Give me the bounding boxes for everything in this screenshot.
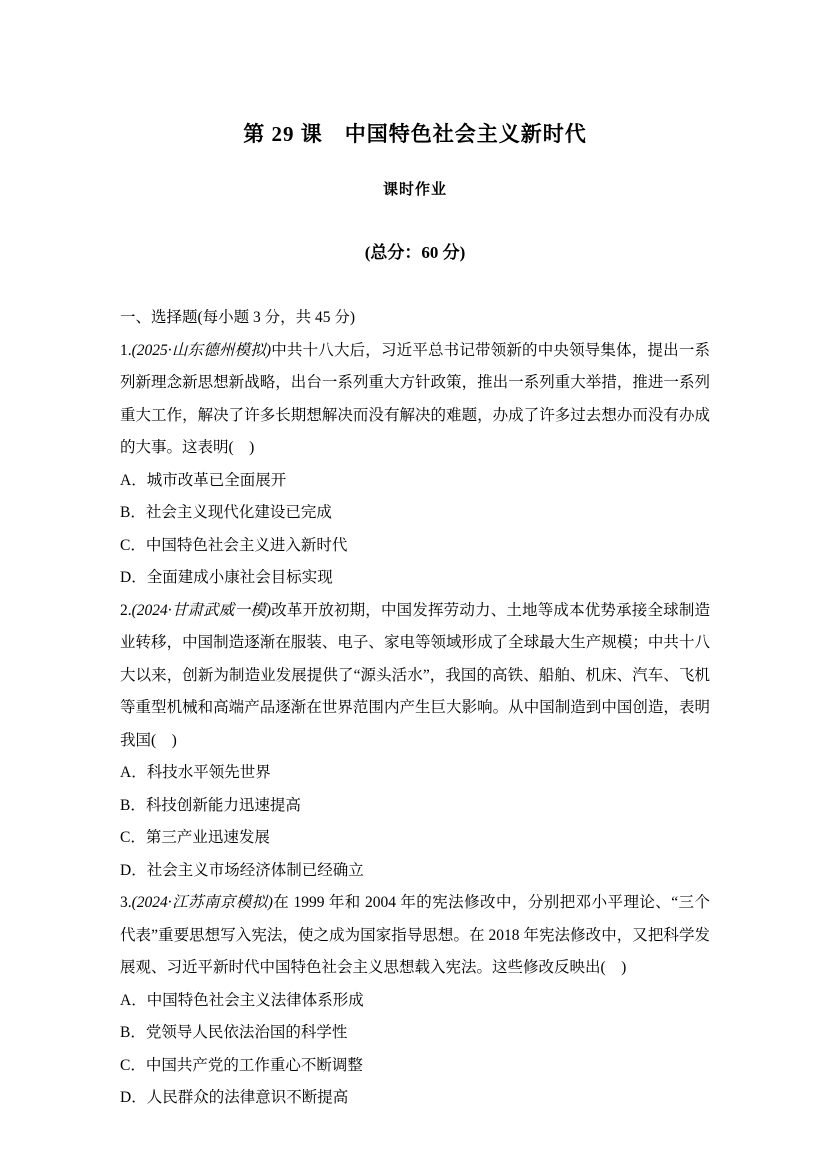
- question-1-stem: [120, 335, 710, 465]
- question-3-option-d: D．人民群众的法律意识不断提高: [120, 1089, 349, 1106]
- question-3-stem: [120, 887, 710, 985]
- question-1-answer-blank: ( ): [228, 439, 255, 456]
- question-2-option-c: C．第三产业迅速发展: [120, 829, 270, 846]
- question-1: [120, 335, 710, 595]
- question-3-number: 3.: [120, 894, 132, 911]
- subtitle: 课时作业: [382, 182, 447, 198]
- question-1-source: (2025·山东德州模拟): [131, 341, 272, 359]
- question-3-option-b: B．党领导人民依法治国的科学性: [120, 1024, 348, 1041]
- question-2-option-b: B．科技创新能力迅速提高: [120, 796, 301, 814]
- total-score: (总分：60 分): [364, 243, 466, 262]
- question-1-number: 1.: [120, 341, 132, 359]
- question-1-option-d: D．全面建成小康社会目标实现: [120, 569, 333, 586]
- question-2-text: 改革开放初期，中国发挥劳动力、土地等成本优势承接全球制造业转移，中国制造逐渐在服装、电子、家电等领域形成了全球最大生产规模；中共十八大以来，创新为制造业发展提供了“源头活水”，我国的高铁、船舶、机床、汽车、飞机等重型机械和高端产品逐渐在世界范围内产生巨大影响。从中国制造到中国创造，表明我国: [120, 601, 710, 749]
- question-1-text: 中共十八大后，习近平总书记带领新的中央领导集体，提出一系列新理念新思想新战略，出台一系列重大方针政策，推出一系列重大举措，推进一系列重大工作，解决了许多长期想解决而没有解决的难题，办成了许多过去想办而没有办成的大事。这表明: [120, 341, 710, 456]
- question-3-option-a: A．中国特色社会主义法律体系形成: [120, 991, 364, 1009]
- question-2-option-a: A．科技水平领先世界: [120, 764, 271, 781]
- question-section: [120, 302, 710, 1115]
- question-2-answer-blank: ( ): [151, 731, 177, 749]
- question-3-answer-blank: ( ): [600, 959, 627, 976]
- question-2-stem: [120, 595, 710, 758]
- section-heading: 一、选择题(每小题 3 分，共 45 分): [120, 309, 356, 326]
- question-2-source: (2024·甘肃武威一模): [131, 601, 272, 619]
- question-3: [120, 887, 710, 1115]
- question-2-number: 2.: [120, 601, 132, 619]
- question-1-option-b: B．社会主义现代化建设已完成: [120, 504, 332, 521]
- question-3-option-c: C．中国共产党的工作重心不断调整: [120, 1056, 363, 1074]
- question-3-source: (2024·江苏南京模拟): [131, 894, 273, 911]
- question-1-option-a: A．城市改革已全面展开: [120, 471, 287, 489]
- page-title: 第 29 课 中国特色社会主义新时代: [243, 122, 587, 146]
- question-3-text: 在 1999 年和 2004 年的宪法修改中，分别把邓小平理论、“三个代表”重要思想写入宪法，使之成为国家指导思想。在 2018 年宪法修改中，又把科学发展观、习近平新时代中国特色社会主义思想载入宪法。这些修改反映出: [120, 894, 710, 976]
- question-2: [120, 595, 710, 888]
- question-1-option-c: C．中国特色社会主义进入新时代: [120, 536, 348, 554]
- question-2-option-d: D．社会主义市场经济体制已经确立: [120, 861, 364, 879]
